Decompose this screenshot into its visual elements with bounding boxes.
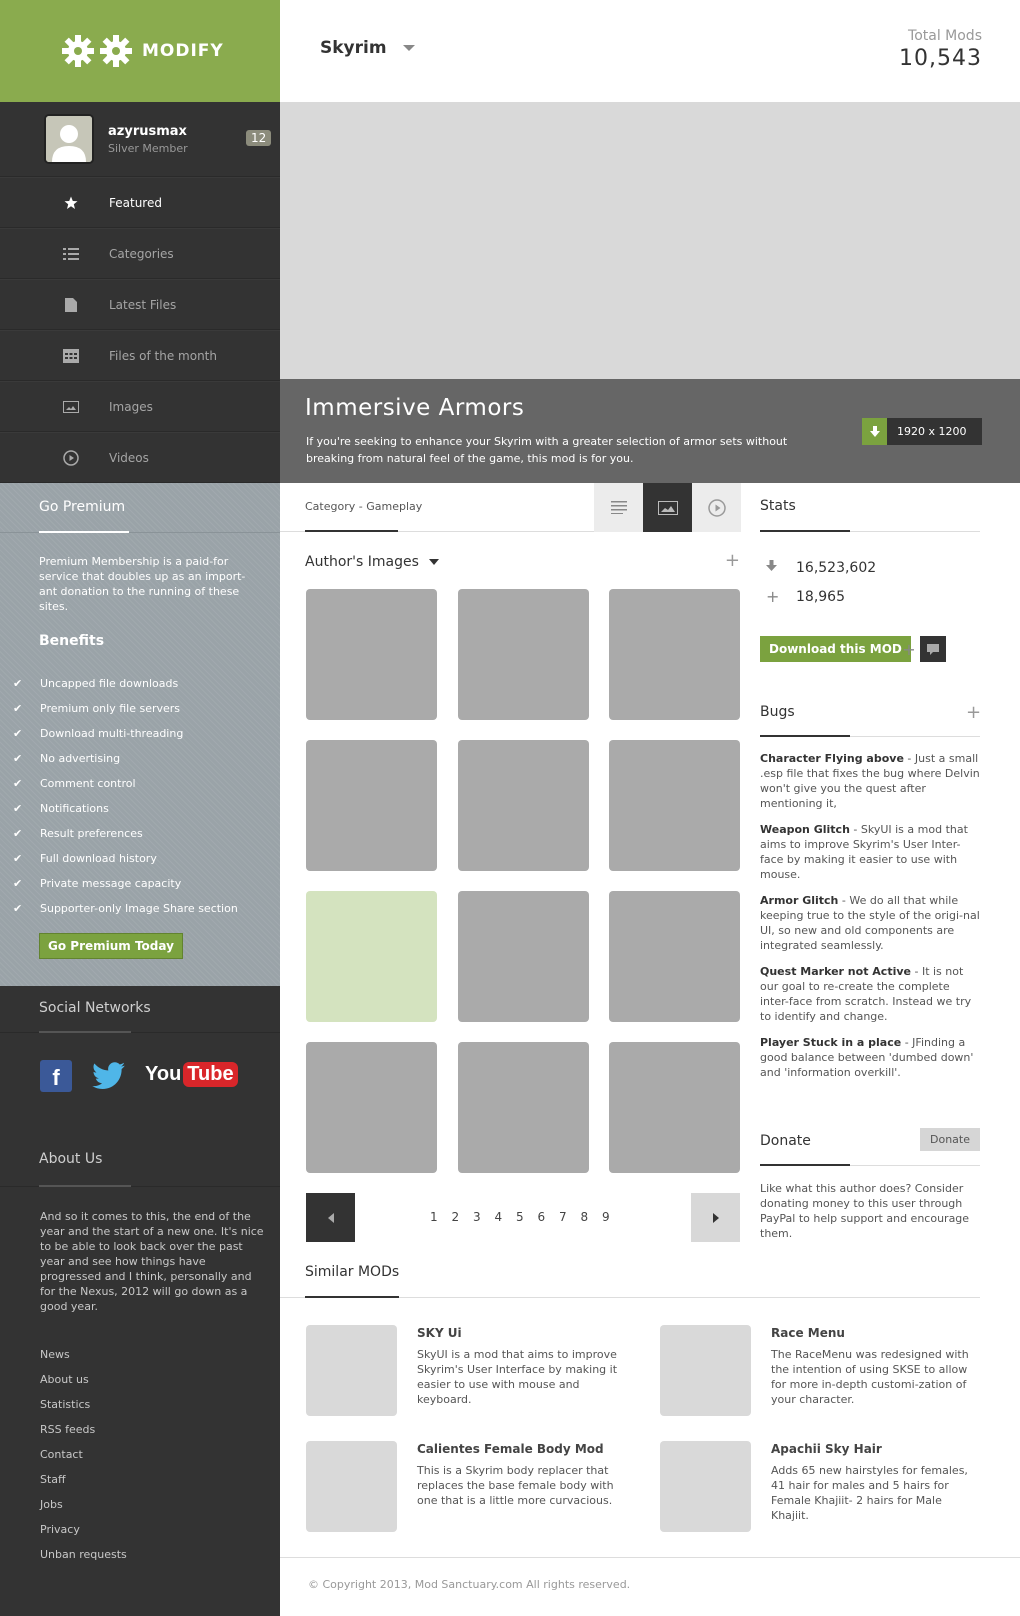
nav-item-featured[interactable] bbox=[0, 177, 280, 228]
content-tabs bbox=[280, 483, 740, 532]
images-heading: Author's Images bbox=[305, 554, 419, 570]
benefit-label: Comment control bbox=[40, 777, 136, 790]
benefits-list bbox=[13, 671, 238, 921]
bug-text: - We do all that while keeping true to the style of the origi-nal UI, so new and old components are integrated seamlessly. bbox=[760, 894, 980, 952]
page-1[interactable]: 1 bbox=[430, 1210, 438, 1224]
link-staff[interactable]: Staff bbox=[40, 1473, 66, 1486]
text-lines-icon bbox=[611, 501, 627, 514]
tab-description[interactable] bbox=[594, 483, 643, 532]
page-9[interactable]: 9 bbox=[602, 1210, 610, 1224]
benefit-label: Notifications bbox=[40, 802, 109, 815]
benefit-item bbox=[13, 671, 238, 696]
similar-mods-heading: Similar MODs bbox=[305, 1264, 400, 1280]
link-contact[interactable]: Contact bbox=[40, 1448, 83, 1461]
heading-underline bbox=[760, 530, 850, 532]
add-bug-icon[interactable]: + bbox=[966, 702, 982, 723]
donate-heading: Donate bbox=[760, 1133, 811, 1149]
benefit-item bbox=[13, 871, 238, 896]
bug-item[interactable] bbox=[760, 1035, 980, 1080]
benefit-label: Full download history bbox=[40, 852, 157, 865]
mod-title[interactable]: Race Menu bbox=[771, 1326, 845, 1340]
chevron-down-icon bbox=[429, 559, 439, 565]
check-icon: ✔ bbox=[13, 777, 23, 790]
image-thumbnail[interactable] bbox=[306, 1042, 437, 1173]
nav-label: Categories bbox=[109, 246, 174, 261]
add-icon[interactable]: + bbox=[902, 639, 916, 659]
authors-images-header bbox=[305, 550, 740, 571]
check-icon: ✔ bbox=[13, 752, 23, 765]
youtube-tube: Tube bbox=[183, 1062, 237, 1087]
total-mods-label: Total Mods bbox=[908, 28, 982, 44]
image-thumbnail[interactable] bbox=[609, 891, 740, 1022]
page-7[interactable]: 7 bbox=[559, 1210, 567, 1224]
images-dropdown[interactable] bbox=[305, 554, 740, 570]
bug-item[interactable] bbox=[760, 822, 980, 882]
similar-mod-card[interactable] bbox=[660, 1441, 980, 1533]
hero-image[interactable] bbox=[280, 102, 1020, 379]
benefit-item bbox=[13, 796, 238, 821]
category-label[interactable]: Category - Gameplay bbox=[305, 500, 423, 513]
play-icon bbox=[708, 499, 726, 517]
download-icon bbox=[766, 560, 796, 576]
benefit-label: Premium only file servers bbox=[40, 702, 181, 715]
donate-button[interactable]: Donate bbox=[920, 1128, 980, 1151]
nav-label: Videos bbox=[109, 450, 149, 465]
tab-videos[interactable] bbox=[692, 483, 741, 532]
check-icon: ✔ bbox=[13, 852, 23, 865]
mod-description: This is a Skyrim body replacer that replaces the base female body with one that is a little more curvacious. bbox=[417, 1464, 614, 1507]
logo-text: MODIFY bbox=[142, 41, 224, 61]
total-mods-value: 10,543 bbox=[899, 46, 982, 71]
image-thumbnail[interactable] bbox=[609, 740, 740, 871]
hero-caption bbox=[280, 379, 1020, 483]
mod-thumbnail[interactable] bbox=[660, 1441, 751, 1532]
page-5[interactable]: 5 bbox=[516, 1210, 524, 1224]
benefit-item bbox=[13, 846, 238, 871]
active-underline bbox=[305, 530, 398, 532]
comment-icon[interactable] bbox=[920, 636, 946, 662]
benefit-item bbox=[13, 721, 238, 746]
endorsements-stat bbox=[766, 587, 845, 606]
image-thumbnail[interactable] bbox=[458, 740, 589, 871]
bug-title: Quest Marker not Active bbox=[760, 965, 911, 978]
avatar[interactable] bbox=[44, 114, 94, 164]
chevron-left-icon bbox=[327, 1213, 335, 1223]
bugs-heading: Bugs bbox=[760, 704, 795, 720]
endorsements-value: 18,965 bbox=[796, 588, 845, 605]
bug-text: - Just a small .esp file that fixes the bug where Delvin won't give you the quest after mentioning it, bbox=[760, 752, 980, 810]
bug-text: - SkyUI is a mod that aims to improve Skyrim's User Inter-face by making it easier to use with mouse. bbox=[760, 823, 968, 881]
page-6[interactable]: 6 bbox=[537, 1210, 546, 1224]
check-icon: ✔ bbox=[13, 702, 23, 715]
link-statistics[interactable]: Statistics bbox=[40, 1398, 91, 1411]
page-4[interactable]: 4 bbox=[494, 1210, 503, 1224]
benefit-item bbox=[13, 896, 238, 921]
youtube-you: You bbox=[145, 1063, 182, 1085]
nav-item-videos[interactable] bbox=[0, 432, 280, 483]
username: azyrusmax bbox=[108, 123, 187, 139]
bug-title: Armor Glitch bbox=[760, 894, 839, 907]
nav-label: Featured bbox=[109, 195, 162, 210]
premium-heading: Go Premium bbox=[39, 499, 126, 515]
donate-text: Like what this author does? Consider donating money to this user through PayPal to help support and encourage them. bbox=[760, 1182, 970, 1240]
similar-mod-card[interactable] bbox=[660, 1325, 980, 1417]
mod-thumbnail[interactable] bbox=[306, 1325, 397, 1416]
image-thumbnail[interactable] bbox=[306, 891, 437, 1022]
mod-description: If you're seeking to enhance your Skyrim with a greater selection of armor sets without breaking from natural feel of the game, this mod is for you. bbox=[306, 435, 788, 465]
check-icon: ✔ bbox=[13, 727, 23, 740]
link-privacy[interactable]: Privacy bbox=[40, 1523, 80, 1536]
image-thumbnail[interactable] bbox=[306, 740, 437, 871]
social-heading: Social Networks bbox=[39, 1000, 151, 1016]
social-networks bbox=[0, 986, 280, 1136]
mod-title[interactable]: Calientes Female Body Mod bbox=[417, 1442, 604, 1456]
gears-logo-icon bbox=[60, 33, 134, 69]
benefit-label: Result preferences bbox=[40, 827, 143, 840]
image-icon bbox=[658, 501, 678, 515]
link-rss-feeds[interactable]: RSS feeds bbox=[40, 1423, 96, 1436]
link-news[interactable]: News bbox=[40, 1348, 70, 1361]
about-heading: About Us bbox=[39, 1151, 103, 1167]
bug-text: - It is not our goal to re-create the complete inter-face from scratch. Instead we try to identify and change. bbox=[760, 965, 972, 1023]
image-thumbnail[interactable] bbox=[458, 589, 589, 720]
check-icon: ✔ bbox=[13, 902, 23, 915]
image-icon bbox=[56, 401, 86, 413]
nav-item-images[interactable] bbox=[0, 381, 280, 432]
play-icon bbox=[56, 450, 86, 466]
image-thumbnail[interactable] bbox=[609, 1042, 740, 1173]
benefit-item bbox=[13, 696, 238, 721]
benefit-label: Private message capacity bbox=[40, 877, 182, 890]
user-rank: Silver Member bbox=[108, 141, 188, 155]
check-icon: ✔ bbox=[13, 802, 23, 815]
about-text: And so it comes to this, the end of the year and the start of a new one. It's nice to be able to look back over the past year and see how things have progressed and I think, personally and for the Nexus, 2012 will go down as a good year. bbox=[40, 1210, 264, 1313]
calendar-icon bbox=[56, 349, 86, 363]
check-icon: ✔ bbox=[13, 827, 23, 840]
prev-page-button[interactable] bbox=[306, 1193, 355, 1242]
download-icon bbox=[862, 418, 887, 445]
file-icon bbox=[56, 298, 86, 312]
image-thumbnail[interactable] bbox=[609, 589, 740, 720]
benefit-label: No advertising bbox=[40, 752, 121, 765]
chevron-right-icon bbox=[712, 1213, 720, 1223]
image-thumbnail[interactable] bbox=[306, 589, 437, 720]
heading-underline bbox=[39, 1185, 131, 1187]
check-icon: ✔ bbox=[13, 877, 23, 890]
link-unban-requests[interactable]: Unban requests bbox=[40, 1548, 127, 1561]
next-page-button[interactable] bbox=[691, 1193, 740, 1242]
plus-icon: + bbox=[766, 587, 780, 606]
downloads-value: 16,523,602 bbox=[796, 560, 877, 576]
downloads-stat bbox=[766, 560, 876, 576]
mod-title: Immersive Armors bbox=[305, 395, 525, 421]
mod-title[interactable]: Apachii Sky Hair bbox=[771, 1442, 882, 1456]
link-jobs[interactable]: Jobs bbox=[40, 1498, 63, 1511]
download-mod-button[interactable]: Download this MOD bbox=[760, 636, 911, 662]
sidebar bbox=[0, 0, 280, 1616]
bug-title: Weapon Glitch bbox=[760, 823, 850, 836]
mod-title[interactable]: SKY Ui bbox=[417, 1326, 462, 1340]
mod-description: SkyUI is a mod that aims to improve Skyrim's User Interface by making it easier to use with mouse and keyboard. bbox=[417, 1348, 618, 1406]
list-icon bbox=[56, 248, 86, 260]
heading-underline bbox=[305, 1296, 399, 1298]
resolution-label: 1920 x 1200 bbox=[897, 425, 967, 438]
footer-links bbox=[40, 1342, 127, 1567]
similar-mod-card[interactable] bbox=[306, 1441, 626, 1533]
tab-images[interactable] bbox=[643, 483, 692, 532]
nav-label: Images bbox=[109, 399, 153, 414]
bug-title: Character Flying above bbox=[760, 752, 904, 765]
heading-underline bbox=[760, 735, 850, 737]
pagination bbox=[306, 1193, 740, 1242]
check-icon: ✔ bbox=[13, 677, 23, 690]
mod-description: The RaceMenu was redesigned with the intention of using SKSE to allow for more in-depth customi-zation of your character. bbox=[771, 1348, 969, 1406]
page-2[interactable]: 2 bbox=[451, 1210, 460, 1224]
copyright: © Copyright 2013, Mod Sanctuary.com All rights reserved. bbox=[308, 1578, 631, 1591]
premium-description: Premium Membership is a paid-for service that doubles up as an import-ant donation to the running of these sites. bbox=[39, 555, 246, 613]
add-image-icon[interactable]: + bbox=[724, 550, 740, 571]
benefit-item bbox=[13, 771, 238, 796]
benefit-label: Download multi-threading bbox=[40, 727, 184, 740]
page-3[interactable]: 3 bbox=[473, 1210, 481, 1224]
bug-title: Player Stuck in a place bbox=[760, 1036, 902, 1049]
go-premium-button[interactable]: Go Premium Today bbox=[39, 933, 183, 959]
facebook-icon[interactable]: f bbox=[40, 1060, 72, 1092]
user-panel[interactable] bbox=[0, 102, 280, 177]
nav-label: Latest Files bbox=[109, 297, 177, 312]
page-numbers bbox=[430, 1210, 624, 1224]
heading-underline bbox=[39, 1031, 131, 1033]
chevron-down-icon bbox=[403, 45, 415, 51]
nav-item-categories[interactable] bbox=[0, 228, 280, 279]
youtube-icon[interactable] bbox=[145, 1062, 238, 1087]
twitter-icon[interactable] bbox=[92, 1062, 126, 1094]
header bbox=[280, 0, 1020, 102]
mod-thumbnail[interactable] bbox=[306, 1441, 397, 1532]
image-thumbnail[interactable] bbox=[458, 1042, 589, 1173]
download-wallpaper-button[interactable] bbox=[862, 418, 982, 445]
notification-badge[interactable]: 12 bbox=[246, 130, 271, 146]
star-icon bbox=[56, 196, 86, 210]
premium-panel bbox=[0, 483, 280, 986]
benefit-label: Uncapped file downloads bbox=[40, 677, 179, 690]
stats-heading: Stats bbox=[760, 498, 796, 514]
benefit-item bbox=[13, 746, 238, 771]
nav-label: Files of the month bbox=[109, 348, 217, 363]
nav-item-latest-files[interactable] bbox=[0, 279, 280, 330]
game-label: Skyrim bbox=[320, 38, 387, 58]
similar-mod-card[interactable] bbox=[306, 1325, 626, 1417]
image-thumbnail[interactable] bbox=[458, 891, 589, 1022]
logo[interactable] bbox=[0, 0, 280, 102]
game-selector[interactable] bbox=[320, 38, 415, 58]
mod-thumbnail[interactable] bbox=[660, 1325, 751, 1416]
link-about-us[interactable]: About us bbox=[40, 1373, 89, 1386]
page-8[interactable]: 8 bbox=[580, 1210, 589, 1224]
benefit-item bbox=[13, 821, 238, 846]
benefit-label: Supporter-only Image Share section bbox=[40, 902, 238, 915]
mod-description: Adds 65 new hairstyles for females, 41 hair for males and 5 hairs for Female Khajiit- 2 hairs for Male Khajiit. bbox=[771, 1464, 968, 1522]
heading-underline bbox=[39, 531, 129, 533]
bug-item[interactable] bbox=[760, 893, 980, 953]
benefits-heading: Benefits bbox=[39, 633, 105, 649]
heading-underline bbox=[760, 1164, 850, 1166]
nav-item-files-of-the-month[interactable] bbox=[0, 330, 280, 381]
bug-item[interactable] bbox=[760, 964, 980, 1024]
bug-text: - JFinding a good balance between 'dumbed down' and 'information overkill'. bbox=[760, 1036, 974, 1079]
bug-item[interactable] bbox=[760, 751, 980, 811]
divider bbox=[280, 1557, 1020, 1558]
